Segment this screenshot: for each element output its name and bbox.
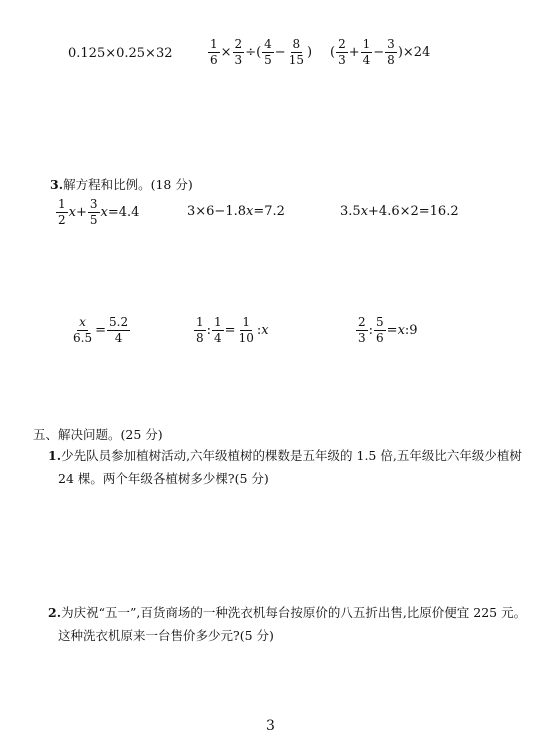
- section-3-number: 3.: [50, 177, 64, 192]
- variable: x: [261, 322, 269, 338]
- section-5-heading: [33, 425, 163, 443]
- calc-expression-1: [68, 47, 173, 60]
- equation-lhs: 3×6−1.8: [187, 204, 247, 219]
- operator: =: [386, 322, 398, 338]
- equation-rhs: :9: [404, 322, 418, 338]
- fraction: $\frac{x}{6.5}$: [73, 315, 93, 345]
- proportion-1: [70, 316, 131, 344]
- operator: :: [206, 322, 212, 338]
- operator: :: [368, 322, 374, 338]
- operator: =: [95, 322, 106, 338]
- problem-1-number: 1.: [48, 448, 62, 463]
- fraction: $\frac{1}{8}$: [196, 315, 204, 345]
- problem-1-line-1: 1.少先队员参加植树活动,六年级植树的棵数是五年级的 1.5 倍,五年级比六年级少植树: [48, 448, 522, 463]
- variable: x: [397, 322, 405, 338]
- fraction: $\frac{5.2}{4}$: [109, 315, 129, 345]
- proportion-3: [355, 316, 418, 344]
- operator: +: [348, 44, 360, 60]
- section-5-title: 五、解决问题。(25 分): [33, 427, 163, 442]
- operator: ): [306, 44, 313, 60]
- problem-1: [48, 446, 522, 489]
- equation-lhs: 3.5: [340, 204, 361, 219]
- section-3-title: 解方程和比例。(18 分): [63, 177, 193, 192]
- operator: =: [224, 322, 236, 338]
- variable: x: [68, 204, 76, 220]
- problem-2-number: 2.: [48, 605, 62, 620]
- fraction: $\frac{8}{15}$: [288, 37, 304, 67]
- equation-rhs: =4.4: [107, 204, 140, 220]
- equation-3: [340, 205, 459, 218]
- equation-rhs: =7.2: [253, 204, 285, 219]
- fraction: $\frac{2}{3}$: [358, 315, 366, 345]
- operator: :: [256, 322, 262, 338]
- problem-2-line-2: 这种洗衣机原来一台售价多少元?(5 分): [58, 628, 274, 643]
- fraction: $\frac{1}{6}$: [210, 37, 218, 67]
- problem-1-line-2: 24 棵。两个年级各植树多少棵?(5 分): [58, 471, 269, 486]
- operator: ×: [220, 44, 232, 60]
- proportion-2: [193, 316, 269, 344]
- fraction: $\frac{1}{10}$: [238, 315, 254, 345]
- problem-2: [48, 603, 526, 646]
- operator: −: [274, 44, 286, 60]
- operator: +: [75, 204, 87, 220]
- fraction: $\frac{3}{5}$: [89, 197, 98, 227]
- section-3-heading: [50, 175, 193, 193]
- fraction: $\frac{2}{3}$: [234, 37, 243, 67]
- fraction: $\frac{1}{4}$: [362, 37, 371, 67]
- problem-2-line-1: 2.为庆祝“五一”,百货商场的一种洗衣机每台按原价的八五折出售,比原价便宜 225 元。: [48, 605, 527, 620]
- equation-2: [187, 205, 285, 218]
- fraction: $\frac{4}{5}$: [264, 37, 272, 67]
- variable: x: [360, 204, 369, 219]
- operator: (: [330, 44, 336, 60]
- calc-expression-1-text: 0.125×0.25×32: [68, 46, 173, 61]
- fraction: $\frac{5}{6}$: [376, 315, 384, 345]
- calc-expression-3: [330, 38, 430, 66]
- fraction: $\frac{1}{2}$: [58, 197, 66, 227]
- equation-1: [55, 198, 139, 226]
- fraction: $\frac{3}{8}$: [387, 37, 395, 67]
- fraction: $\frac{2}{3}$: [338, 37, 346, 67]
- operator: ÷(: [245, 44, 262, 60]
- variable: x: [100, 204, 108, 220]
- calc-expression-2: [207, 38, 312, 66]
- page-number: 3: [266, 718, 275, 734]
- variable: x: [246, 204, 254, 219]
- equation-rhs: +4.6×2=16.2: [368, 204, 459, 219]
- fraction: $\frac{1}{4}$: [214, 315, 222, 345]
- operator: −: [373, 44, 385, 60]
- operator: )×24: [397, 44, 431, 60]
